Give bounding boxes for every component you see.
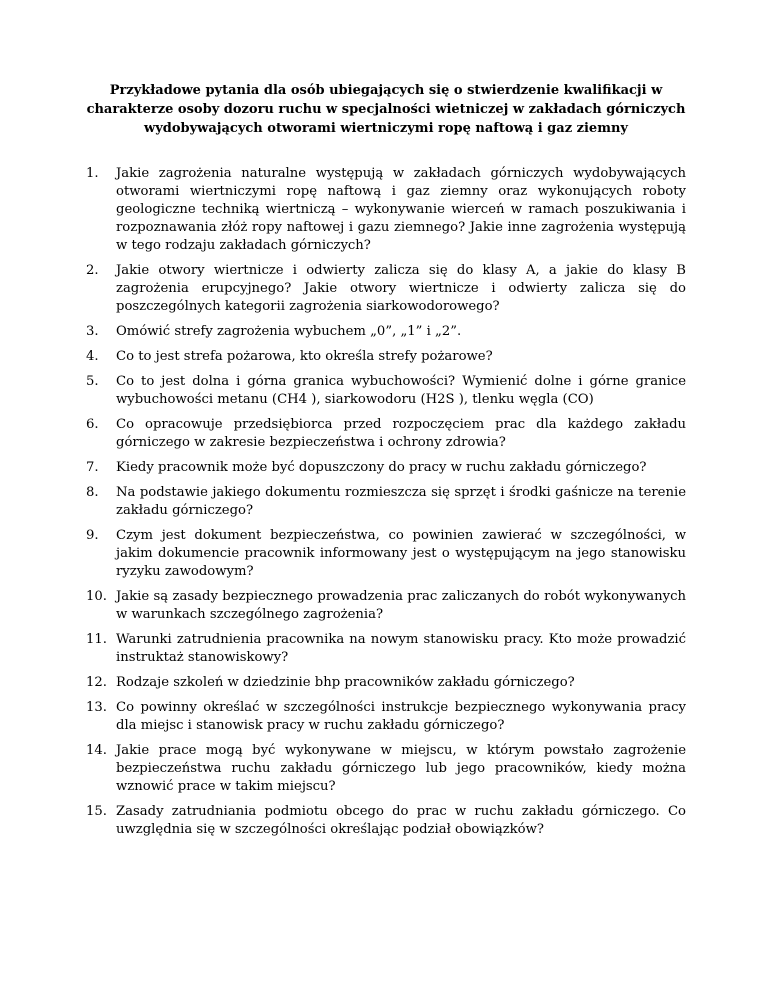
question-text: Zasady zatrudniania podmiotu obcego do prac w ruchu zakładu górniczego. Co uwzględnia się w szczególności określając podział obowiązków? (116, 804, 686, 837)
question-number: 6. (86, 417, 99, 432)
question-number: 15. (86, 804, 107, 819)
question-item (86, 348, 686, 366)
question-item (86, 588, 686, 624)
question-item (86, 165, 686, 255)
question-item (86, 459, 686, 477)
question-text: Na podstawie jakiego dokumentu rozmieszcza się sprzęt i środki gaśnicze na terenie zakładu górniczego? (116, 485, 686, 518)
question-item (86, 262, 686, 316)
question-text: Co powinny określać w szczególności instrukcje bezpiecznego wykonywania pracy dla miejsc i stanowisk pracy w ruchu zakładu górniczego? (116, 700, 686, 733)
question-text: Co to jest strefa pożarowa, kto określa strefy pożarowe? (116, 349, 493, 364)
question-number: 2. (86, 263, 99, 278)
question-list (86, 165, 686, 846)
question-text: Jakie otwory wiertnicze i odwierty zalicza się do klasy A, a jakie do klasy B zagrożenia erupcyjnego? Jakie otwory wiertnicze i odwierty zalicza się do poszczególnych kategorii zagrożenia siarkowodorowego? (116, 263, 686, 314)
question-text: Jakie są zasady bezpiecznego prowadzenia prac zaliczanych do robót wykonywanych w warunkach szczególnego zagrożenia? (116, 589, 686, 622)
question-number: 13. (86, 700, 107, 715)
question-number: 9. (86, 528, 99, 543)
question-text: Co opracowuje przedsiębiorca przed rozpoczęciem prac dla każdego zakładu górniczego w zakresie bezpieczeństwa i ochrony zdrowia? (116, 417, 686, 450)
question-item (86, 484, 686, 520)
question-number: 14. (86, 743, 107, 758)
question-number: 5. (86, 374, 99, 389)
question-item (86, 416, 686, 452)
question-number: 11. (86, 632, 107, 647)
question-item (86, 373, 686, 409)
question-item (86, 742, 686, 796)
question-text: Jakie zagrożenia naturalne występują w zakładach górniczych wydobywających otworami wiertniczymi ropę naftową i gaz ziemny oraz wykonujących roboty geologiczne techniką wiertniczą – wykonywanie wierceń w ramach poszukiwania i rozpoznawania złóż ropy naftowej i gazu ziemnego? Jakie inne zagrożenia występują w tego rodzaju zakładach górniczych? (116, 166, 686, 253)
document-title: Przykładowe pytania dla osób ubiegających się o stwierdzenie kwalifikacji w charakterze osoby dozoru ruchu w specjalności wietniczej w zakładach górniczych wydobywających otworami wiertniczymi ropę naftową i gaz ziemny (86, 83, 686, 136)
question-item (86, 699, 686, 735)
question-item (86, 803, 686, 839)
question-number: 8. (86, 485, 99, 500)
question-text: Warunki zatrudnienia pracownika na nowym stanowisku pracy. Kto może prowadzić instruktaż stanowiskowy? (116, 632, 686, 665)
question-text: Omówić strefy zagrożenia wybuchem „0”, „1” i „2”. (116, 324, 462, 339)
question-item (86, 323, 686, 341)
question-number: 12. (86, 675, 107, 690)
question-number: 1. (86, 166, 99, 181)
question-text: Co to jest dolna i górna granica wybuchowości? Wymienić dolne i górne granice wybuchowości metanu (CH4 ), siarkowodoru (H2S ), tlenku węgla (CO) (116, 374, 686, 407)
question-text: Rodzaje szkoleń w dziedzinie bhp pracowników zakładu górniczego? (116, 675, 575, 690)
question-text: Kiedy pracownik może być dopuszczony do pracy w ruchu zakładu górniczego? (116, 460, 647, 475)
question-number: 3. (86, 324, 99, 339)
question-text: Czym jest dokument bezpieczeństwa, co powinien zawierać w szczególności, w jakim dokumencie pracownik informowany jest o występującym na jego stanowisku ryzyku zawodowym? (116, 528, 686, 579)
question-item (86, 631, 686, 667)
question-item (86, 674, 686, 692)
question-number: 7. (86, 460, 99, 475)
question-number: 4. (86, 349, 99, 364)
question-text: Jakie prace mogą być wykonywane w miejscu, w którym powstało zagrożenie bezpieczeństwa ruchu zakładu górniczego lub jego pracowników, kiedy można wznowić prace w takim miejscu? (116, 743, 686, 794)
question-item (86, 527, 686, 581)
question-number: 10. (86, 589, 107, 604)
